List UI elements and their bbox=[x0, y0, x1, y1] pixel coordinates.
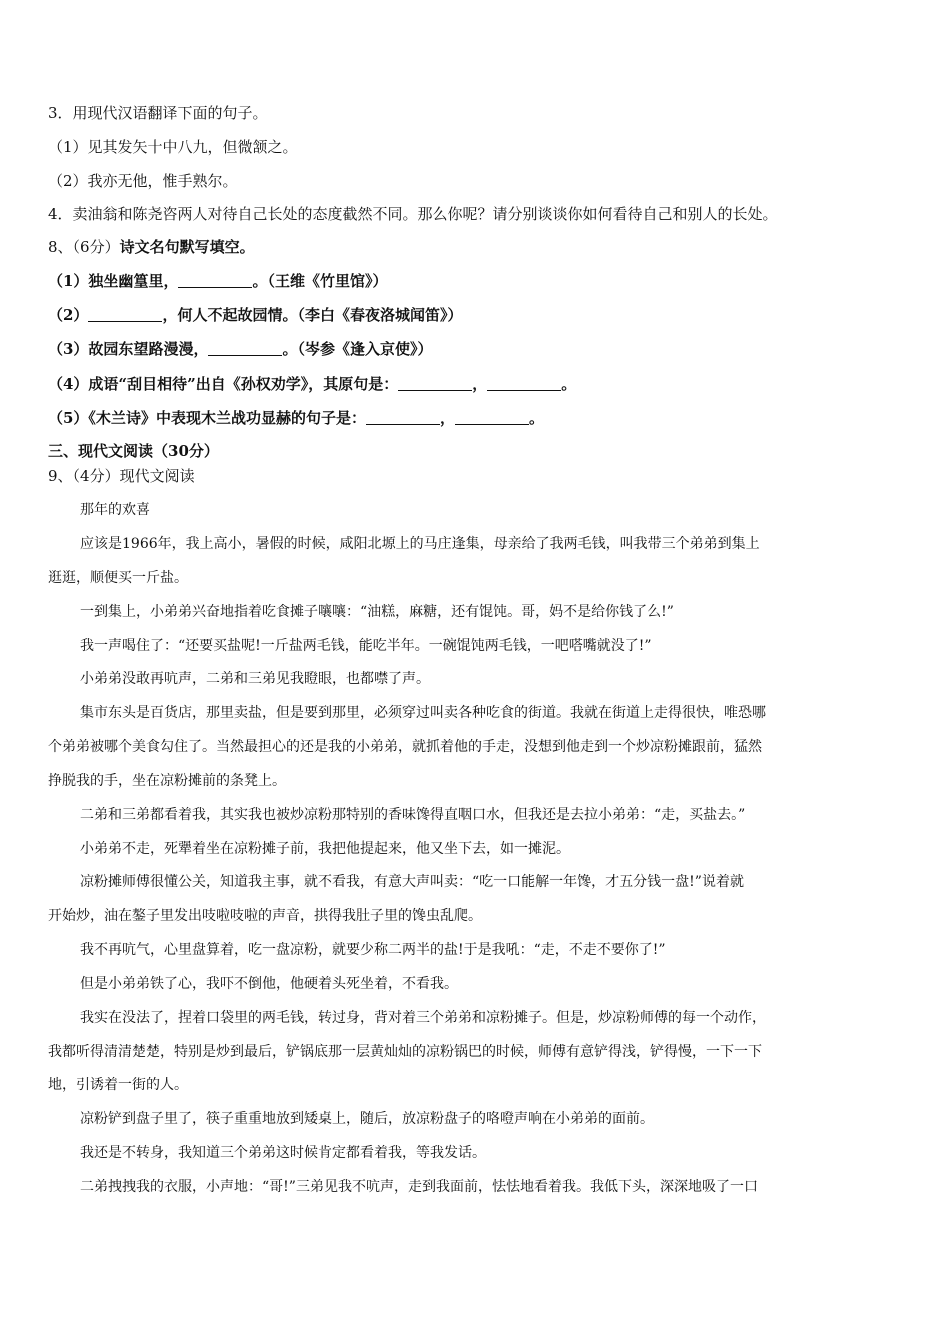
q8-item-2 bbox=[48, 305, 462, 325]
answer-blank[interactable] bbox=[88, 307, 162, 322]
story-p10: 但是小弟弟铁了心，我吓不倒他，他硬着头死坐着，不看我。 bbox=[80, 976, 458, 992]
q8-heading bbox=[48, 237, 255, 257]
q8-number: 8、（6分） bbox=[48, 238, 120, 256]
answer-blank[interactable] bbox=[208, 341, 282, 356]
q9-heading: 9、（4分）现代文阅读 bbox=[48, 467, 195, 485]
story-p2: 一到集上，小弟弟兴奋地指着吃食摊子嚷嚷：“油糕，麻糖，还有馄饨。哥，妈不是给你钱了么!” bbox=[80, 604, 674, 620]
story-p4: 小弟弟没敢再吭声，二弟和三弟见我瞪眼，也都噤了声。 bbox=[80, 671, 430, 687]
answer-blank[interactable] bbox=[455, 410, 529, 425]
story-p12: 凉粉铲到盘子里了，筷子重重地放到矮桌上，随后，放凉粉盘子的咯噔声响在小弟弟的面前。 bbox=[80, 1111, 654, 1127]
q8-item-4-text: （4）成语“刮目相待”出自《孙权劝学》，其原句是： bbox=[48, 375, 399, 393]
q8-item-4-end: 。 bbox=[561, 375, 577, 393]
answer-blank[interactable] bbox=[487, 376, 561, 391]
q8-item-1-text: （1）独坐幽篁里， bbox=[48, 272, 179, 290]
answer-blank[interactable] bbox=[178, 273, 252, 288]
story-p11-line3: 地，引诱着一街的人。 bbox=[48, 1077, 188, 1093]
q8-item-4-comma: ， bbox=[472, 375, 488, 393]
story-p1-line2: 逛逛，顺便买一斤盐。 bbox=[48, 570, 188, 586]
story-p11-line1: 我实在没法了，捏着口袋里的两毛钱，转过身，背对着三个弟弟和凉粉摊子。但是，炒凉粉师傅的每一个动作， bbox=[80, 1010, 766, 1026]
q3-sentence-2: （2）我亦无他，惟手熟尔。 bbox=[48, 172, 238, 190]
story-p13: 我还是不转身，我知道三个弟弟这时候肯定都看着我，等我发话。 bbox=[80, 1145, 486, 1161]
story-p14: 二弟拽拽我的衣服，小声地：“哥!”三弟见我不吭声，走到我面前，怯怯地看着我。我低下头，深深地吸了一口 bbox=[80, 1179, 758, 1195]
story-p8-line1: 凉粉摊师傅很懂公关，知道我主事，就不看我，有意大声叫卖：“吃一口能解一年馋，才五分钱一盘!”说着就 bbox=[80, 874, 744, 890]
q8-item-3-text: （3）故园东望路漫漫， bbox=[48, 340, 209, 358]
story-p9: 我不再吭气，心里盘算着，吃一盘凉粉，就要少称二两半的盐!于是我吼：“走，不走不要你了!” bbox=[80, 942, 666, 958]
q8-item-4 bbox=[48, 374, 576, 394]
q8-item-5-text: （5）《木兰诗》中表现木兰战功显赫的句子是： bbox=[48, 409, 366, 427]
section-3-heading: 三、现代文阅读（30分） bbox=[48, 442, 219, 460]
q3-sentence-1: （1）见其发矢十中八九，但微颔之。 bbox=[48, 138, 298, 156]
story-p6: 二弟和三弟都看着我，其实我也被炒凉粉那特别的香味馋得直咽口水，但我还是去拉小弟弟：“走，买盐去。” bbox=[80, 807, 746, 823]
q8-item-1 bbox=[48, 271, 387, 291]
q8-title: 诗文名句默写填空。 bbox=[119, 238, 255, 256]
q8-item-1-source: 。（王维《竹里馆》） bbox=[252, 272, 388, 290]
q8-item-5 bbox=[48, 408, 544, 428]
q8-item-3 bbox=[48, 339, 432, 359]
story-p3: 我一声喝住了：“还要买盐呢!一斤盐两毛钱，能吃半年。一碗馄饨两毛钱，一吧嗒嘴就没了!” bbox=[80, 638, 652, 654]
q3-title: 3．用现代汉语翻译下面的句子。 bbox=[48, 104, 268, 122]
story-p5-line3: 挣脱我的手，坐在凉粉摊前的条凳上。 bbox=[48, 773, 286, 789]
story-p8-line2: 开始炒，油在鏊子里发出吱啦吱啦的声音，拱得我肚子里的馋虫乱爬。 bbox=[48, 908, 482, 924]
story-title: 那年的欢喜 bbox=[80, 502, 150, 518]
q8-item-3-source: 。（岑参《逢入京使》） bbox=[282, 340, 433, 358]
story-p11-line2: 我都听得清清楚楚，特别是炒到最后，铲锅底那一层黄灿灿的凉粉锅巴的时候，师傅有意铲得浅，铲得慢，一下一下 bbox=[48, 1044, 762, 1060]
story-p1-line1: 应该是1966年，我上高小，暑假的时候，咸阳北塬上的马庄逢集，母亲给了我两毛钱，叫我带三个弟弟到集上 bbox=[80, 536, 760, 552]
q8-item-2-text: ，何人不起故园情。（李白《春夜洛城闻笛》） bbox=[162, 306, 463, 324]
q8-item-2-label: （2） bbox=[48, 306, 89, 324]
story-p5-line1: 集市东头是百货店，那里卖盐，但是要到那里，必须穿过叫卖各种吃食的街道。我就在街道上走得很快，唯恐哪 bbox=[80, 705, 766, 721]
answer-blank[interactable] bbox=[366, 410, 440, 425]
q8-item-5-end: 。 bbox=[528, 409, 544, 427]
q4-question: 4．卖油翁和陈尧咨两人对待自己长处的态度截然不同。那么你呢？请分别谈谈你如何看待自己和别人的长处。 bbox=[48, 205, 778, 223]
q8-item-5-comma: ， bbox=[439, 409, 455, 427]
answer-blank[interactable] bbox=[398, 376, 472, 391]
story-p7: 小弟弟不走，死犟着坐在凉粉摊子前，我把他提起来，他又坐下去，如一摊泥。 bbox=[80, 841, 570, 857]
story-p5-line2: 个弟弟被哪个美食勾住了。当然最担心的还是我的小弟弟，就抓着他的手走，没想到他走到一个炒凉粉摊跟前，猛然 bbox=[48, 739, 762, 755]
